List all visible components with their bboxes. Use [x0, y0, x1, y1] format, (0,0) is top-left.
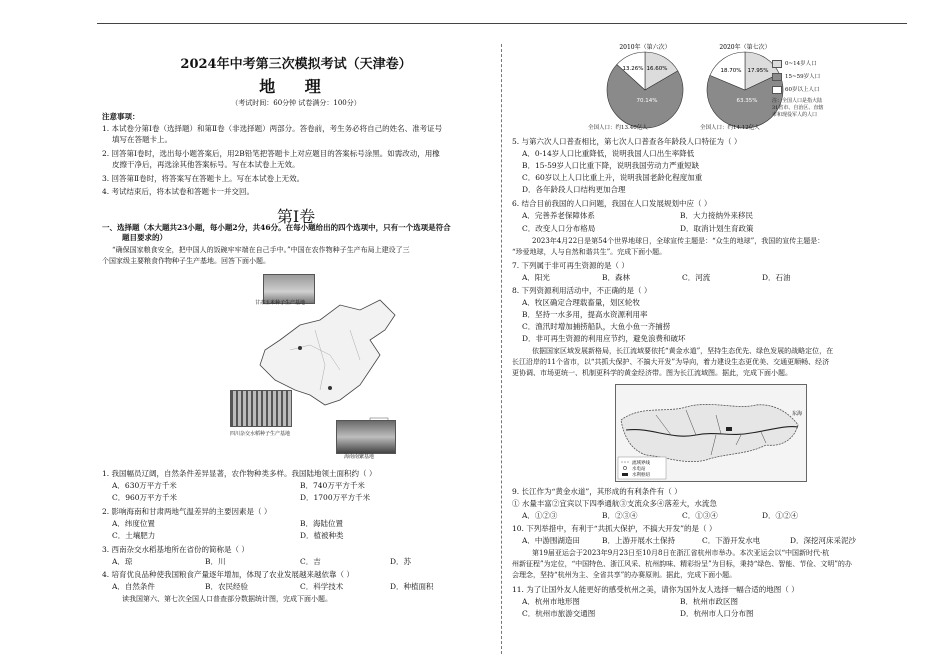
question-option[interactable]: C．土壤肥力 [112, 531, 156, 540]
question-option[interactable]: C．河流 [682, 273, 711, 282]
section-instruction: 一、选择题（本大题共23小题，每小题2分，共46分。在每小题给出的四个选项中，只有一个选项是符合 [102, 223, 451, 232]
pie-label: 16.60% [646, 66, 668, 72]
question-option[interactable]: B．上游开展水土保持 [602, 536, 676, 545]
question-stem: 9. 长江作为“黄金水道”，其形成的有利条件有（ ） [512, 487, 682, 496]
question-option[interactable]: B．杭州市政区图 [680, 597, 739, 606]
question-option[interactable]: A．阳光 [522, 273, 550, 282]
section-title: 第Ⅰ卷 [276, 207, 316, 226]
question-option[interactable]: A．琼 [112, 557, 133, 566]
question-option[interactable]: B．15-59岁人口比重下降，说明我国劳动力严重短缺 [522, 161, 700, 170]
note-line: 31省市、自治区、直辖 [772, 105, 824, 111]
intro-text: 个国家级主要粮食作物种子生产基地。回答下面小题。 [102, 257, 270, 265]
photo-caption: 海南南繁基地 [344, 454, 375, 460]
question-option[interactable]: C．科学技术 [300, 582, 344, 591]
question-option[interactable]: A．630万平方千米 [112, 481, 177, 490]
question-substatement: ① 水量丰富②宜宾以下四季通航③支流众多④落差大，水流急 [512, 499, 717, 508]
legend-label: 60岁以上人口 [785, 87, 820, 93]
question-option[interactable]: A．中游围湖造田 [522, 536, 580, 545]
pie-label: 63.35% [736, 98, 758, 104]
note-line: 4. 考试结束后，将本试卷和答题卡一并交回。 [102, 187, 255, 196]
question-option[interactable]: C．杭州市旅游交通图 [522, 609, 596, 618]
subject-title: 地 理 [259, 77, 333, 96]
question-stem: 4. 培育优良品种使我国粮食产量逐年增加，体现了农业发展越来越依靠（ ） [102, 570, 354, 579]
question-option[interactable]: B．海陆位置 [300, 519, 344, 528]
question-option[interactable]: D．1700万平方千米 [300, 493, 371, 502]
question-option[interactable]: C．①③④ [682, 511, 718, 520]
question-stem: 11. 为了让国外友人能更好的感受杭州之美，请你为国外友人选择一幅合适的地图（ ） [512, 585, 799, 594]
question-option[interactable]: D．非可再生资源的利用应节约，避免浪费和破坏 [522, 334, 686, 343]
map-label: 水利枢纽 [632, 473, 650, 478]
legend-swatch [772, 73, 782, 81]
question-stem: 1. 我国幅员辽阔，自然条件差异显著，农作物种类多样。我国陆地领土面积约（ ） [102, 469, 377, 478]
map-label: 水电站 [632, 467, 646, 472]
question-option[interactable]: D．苏 [390, 557, 412, 566]
question-stem: 3. 西南杂交水稻基地所在省份的简称是（ ） [102, 545, 249, 554]
notes-heading: 注意事项： [102, 112, 140, 121]
photo-caption: 四川杂交水稻种子生产基地 [230, 431, 291, 437]
question-option[interactable]: C．改变人口分布格局 [522, 224, 596, 233]
question-option[interactable]: B．740万平方千米 [300, 481, 365, 490]
question-option[interactable]: A．纬度位置 [112, 519, 155, 528]
column-divider [501, 44, 502, 654]
legend-label: 0~14岁人口 [785, 61, 817, 67]
yangtze-basin-map [615, 384, 807, 482]
question-option[interactable]: C．渔汛时增加捕捞船队，大鱼小鱼一齐捕捞 [522, 322, 671, 331]
question-option[interactable]: A．0-14岁人口比重降低，说明我国人口出生率降低 [522, 149, 695, 158]
legend-item [772, 58, 820, 71]
question-option[interactable]: B．川 [205, 557, 226, 566]
question-stem: 8. 下列资源利用活动中，不正确的是（ ） [512, 286, 652, 295]
asian-games-intro: 第19届亚运会于2023年9月23日至10月8日在浙江省杭州市举办。本次亚运会以“中国新时代·杭 [532, 549, 830, 557]
legend-label: 15~59岁人口 [785, 74, 821, 80]
yangtze-intro: 更协调、市场更统一、机制更科学的黄金经济带。图为长江流域图。据此，完成下面小题。 [512, 369, 792, 377]
yangtze-intro: 长江沿岸的11个省市，以“共抓大保护、不搞大开发”为导向，着力建设生态更优美、交通更顺畅、经济 [512, 358, 830, 366]
question-option[interactable]: C．60岁以上人口比重上升，说明我国老龄化程度加重 [522, 173, 703, 182]
note-line: 2. 回答第Ⅰ卷时，选出每小题答案后，用2B铅笔把答题卡上对应题目的答案标号涂黑。如需改动，用橡 [102, 149, 440, 158]
note-line: 注：全国人口是指大陆 [772, 98, 823, 104]
question-option[interactable]: B．大力接纳外来移民 [680, 211, 754, 220]
question-option[interactable]: D．石油 [762, 273, 791, 282]
note-line: 1. 本试卷分第Ⅰ卷（选择题）和第Ⅱ卷（非选择题）两部分。答卷前，考生务必将自己的姓名、准考证号 [102, 124, 443, 133]
pie-title-2010: 2010年（第六次） [619, 44, 671, 51]
question-option[interactable]: D．植被种类 [300, 531, 344, 540]
question-option[interactable]: C．960万平方千米 [112, 493, 178, 502]
note-line: 皮擦干净后，再选涂其他答案标号。写在本试卷上无效。 [112, 160, 300, 169]
pie-label: 17.95% [747, 68, 769, 74]
question-option[interactable]: A．杭州市地形图 [522, 597, 580, 606]
top-rule [97, 23, 907, 24]
hainan-base-photo [336, 420, 396, 454]
total-2020: 全国人口：约14.12亿人 [700, 125, 760, 131]
pie-2010 [607, 52, 683, 128]
question-stem: 5. 与第六次人口普查相比，第七次人口普查各年龄段人口特征为（ ） [512, 137, 742, 146]
question-option[interactable]: B．②③④ [602, 511, 638, 520]
note-line: 3. 回答第Ⅱ卷时，将答案写在答题卡上。写在本试卷上无效。 [102, 174, 305, 183]
legend-item [772, 84, 820, 97]
question-option[interactable]: A．①②③ [522, 511, 558, 520]
photo-caption: 甘肃玉米种子生产基地 [255, 300, 306, 306]
legend-swatch [772, 60, 782, 68]
rice-field-photo [230, 390, 292, 427]
yangtze-intro: 依据国家区域发展新格局，长江流域要依托“黄金水道”，坚持生态优先、绿色发展的战略定位，在 [532, 347, 834, 355]
exam-title: 2024年中考第三次模拟考试（天津卷） [180, 57, 412, 72]
census-note [772, 98, 823, 119]
question-option[interactable]: D．杭州市人口分布图 [680, 609, 754, 618]
pie-label: 18.70% [720, 68, 742, 74]
question-option[interactable]: D．深挖河床采泥沙 [790, 536, 857, 545]
question-option[interactable]: B．森林 [602, 273, 631, 282]
pie-label: 70.14% [636, 98, 658, 104]
question-option[interactable]: D．①②④ [762, 511, 799, 520]
question-option[interactable]: A．自然条件 [112, 582, 155, 591]
question-stem: 6. 结合目前我国的人口问题，我国在人口发展规划中应（ ） [512, 199, 712, 208]
pie-label: 13.26% [622, 66, 644, 72]
question-stem: 7. 下列属于非可再生资源的是（ ） [512, 261, 629, 270]
question-option[interactable]: D．各年龄段人口结构更加合理 [522, 185, 626, 194]
legend-swatch [772, 86, 782, 94]
section-instruction: 题目要求的） [122, 233, 167, 242]
question-option[interactable]: C．下游开发水电 [702, 536, 761, 545]
asian-games-intro: 会理念，坚持“杭州为主、全省共享”的办赛原则。据此，完成下面小题。 [512, 571, 737, 579]
question-option[interactable]: D．取消计划生育政策 [680, 224, 754, 233]
question-option[interactable]: D．种植面积 [390, 582, 434, 591]
map-label: 流域界线 [632, 461, 650, 466]
asian-games-intro: 州新征程”为定位，“中国特色、浙江风采、杭州韵味、精彩纷呈”为目标，秉持“绿色、智能、节俭、文明”的办 [512, 560, 852, 568]
census-intro: 读我国第六、第七次全国人口普查部分数据统计图，完成下面小题。 [122, 595, 332, 603]
question-option[interactable]: C．吉 [300, 557, 321, 566]
note-line: 市和现役军人的人口 [772, 112, 818, 118]
question-option[interactable]: B．农民经验 [205, 582, 249, 591]
earth-day-intro: “珍爱地球，人与自然和谐共生”。完成下面小题。 [512, 248, 667, 256]
pie-title-2020: 2020年（第七次） [719, 44, 771, 51]
question-option[interactable]: A．牧区确定合理载畜量，划区轮牧 [522, 298, 640, 307]
total-2010: 全国人口：约13.40亿人 [588, 125, 648, 131]
intro-text: “确保国家粮食安全，把中国人的饭碗牢牢端在自己手中。”中国在农作物种子生产布局上建设了三 [112, 246, 410, 254]
question-option[interactable]: B．坚持一水多用，提高水资源利用率 [522, 310, 648, 319]
earth-day-intro: 2023年4月22日是第54个世界地球日，全球宣传主题是：“众生的地球”，我国的宣传主题是： [532, 237, 825, 245]
legend-item [772, 71, 820, 84]
question-stem: 10. 下列举措中，有利于“共抓大保护，不搞大开发”的是（ ） [512, 524, 717, 533]
census-legend [772, 58, 820, 97]
map-label: 东海 [792, 411, 803, 417]
exam-info: （考试时间：60分钟 试卷满分：100分） [231, 99, 361, 107]
question-option[interactable]: A．完善养老保障体系 [522, 211, 595, 220]
question-stem: 2. 影响海南和甘肃两地气温差异的主要因素是（ ） [102, 507, 272, 516]
note-line: 填写在答题卡上。 [112, 135, 172, 144]
